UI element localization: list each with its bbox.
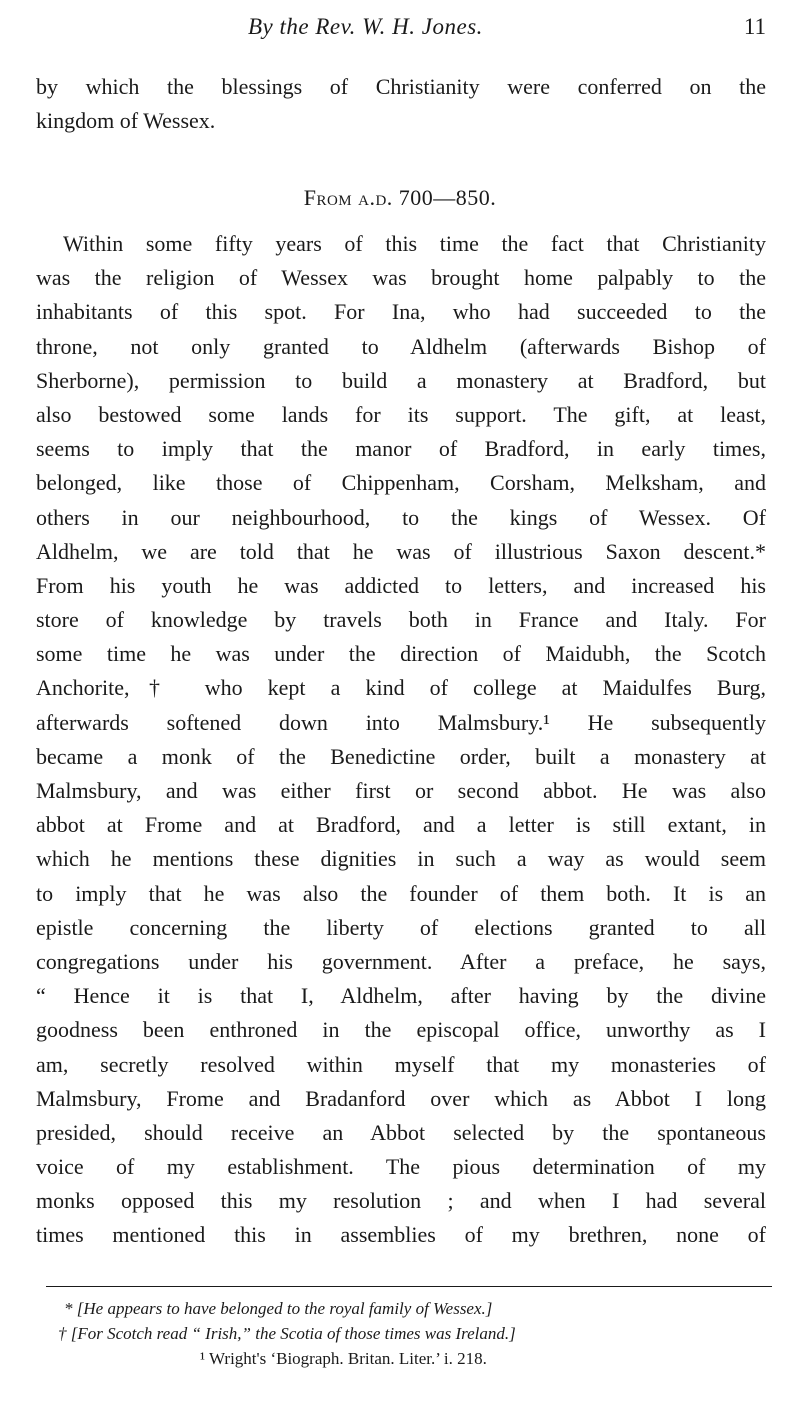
text-line: afterwards softened down into Malmsbury.¹ He subsequently bbox=[36, 709, 766, 735]
text-line: Malmsbury, Frome and Bradanford over which as Abbot I long bbox=[36, 1085, 766, 1111]
text-line: others in our neighbourhood, to the kings of Wessex. Of bbox=[36, 504, 766, 530]
running-title: By the Rev. W. H. Jones. bbox=[248, 14, 483, 39]
footnote-dagger-open: † [For Scotch read “ Irish,” bbox=[58, 1324, 256, 1343]
text-line: was the religion of Wessex was brought home palpably to the bbox=[36, 265, 766, 291]
text-line: to imply that he was also the founder of them both. It is an bbox=[36, 880, 766, 906]
text-line: store of knowledge by travels both in France and Italy. For bbox=[36, 607, 766, 633]
paragraph-main bbox=[36, 227, 766, 1253]
text-line: some time he was under the direction of Maidubh, the Scotch bbox=[36, 641, 766, 667]
text-line: seems to imply that the manor of Bradford, in early times, bbox=[36, 436, 766, 462]
text-line: throne, not only granted to Aldhelm (afterwards Bishop of bbox=[36, 333, 766, 359]
text-line: belonged, like those of Chippenham, Corsham, Melksham, and bbox=[36, 470, 766, 496]
text-line: “ Hence it is that I, Aldhelm, after having by the divine bbox=[36, 983, 766, 1009]
text-line: presided, should receive an Abbot selected by the spontaneous bbox=[36, 1119, 766, 1145]
text-line: From his youth he was addicted to letters, and increased his bbox=[36, 572, 766, 598]
running-head bbox=[0, 10, 800, 44]
text-line: congregations under his government. After a preface, he says, bbox=[36, 948, 766, 974]
page-number: 11 bbox=[743, 14, 766, 39]
text-line: Anchorite,† who kept a kind of college at Maidulfes Burg, bbox=[36, 675, 766, 701]
footnote-asterisk: * [He appears to have belonged to the royal family of Wessex.] bbox=[64, 1299, 493, 1318]
text-line: times mentioned this in assemblies of my brethren, none of bbox=[36, 1222, 766, 1248]
text-line: which he mentions these dignities in such a way as would seem bbox=[36, 846, 766, 872]
paragraph-continued bbox=[36, 70, 766, 138]
footnote-numbered: ¹ Wright's ‘Biograph. Britan. Liter.’ i. 218. bbox=[200, 1349, 487, 1368]
footnote-rule bbox=[46, 1286, 772, 1287]
footnote-dagger bbox=[58, 1321, 516, 1346]
text-line: inhabitants of this spot. For Ina, who had succeeded to the bbox=[36, 299, 766, 325]
text-line: kingdom of Wessex. bbox=[36, 108, 216, 134]
text-line: became a monk of the Benedictine order, built a monastery at bbox=[36, 743, 766, 769]
section-heading-years: 700—850. bbox=[398, 185, 497, 210]
text-line: Malmsbury, and was either first or second abbot. He was also bbox=[36, 778, 766, 803]
text-line: voice of my establishment. The pious determination of my bbox=[36, 1154, 766, 1180]
section-heading bbox=[0, 181, 800, 215]
text-line: goodness been enthroned in the episcopal office, unworthy as I bbox=[36, 1017, 766, 1043]
text-line: Sherborne), permission to build a monastery at Bradford, but bbox=[36, 367, 766, 393]
text-line: Aldhelm, we are told that he was of illustrious Saxon descent.* bbox=[36, 538, 766, 564]
text-line: abbot at Frome and at Bradford, and a letter is still extant, in bbox=[36, 812, 766, 838]
text-line: epistle concerning the liberty of elections granted to all bbox=[36, 914, 766, 940]
text-line: by which the blessings of Christianity were conferred on the bbox=[36, 74, 766, 99]
text-line: also bestowed some lands for its support. The gift, at least, bbox=[36, 401, 766, 427]
text-line: monks opposed this my resolution ; and when I had several bbox=[36, 1188, 766, 1214]
text-line: am, secretly resolved within myself that my monasteries of bbox=[36, 1051, 766, 1077]
footnote-dagger-rest: the Scotia of those times was Ireland.] bbox=[255, 1324, 516, 1343]
section-heading-prefix: From a.d. bbox=[303, 185, 393, 210]
text-line: Within some fifty years of this time the fact that Christianity bbox=[63, 231, 766, 256]
